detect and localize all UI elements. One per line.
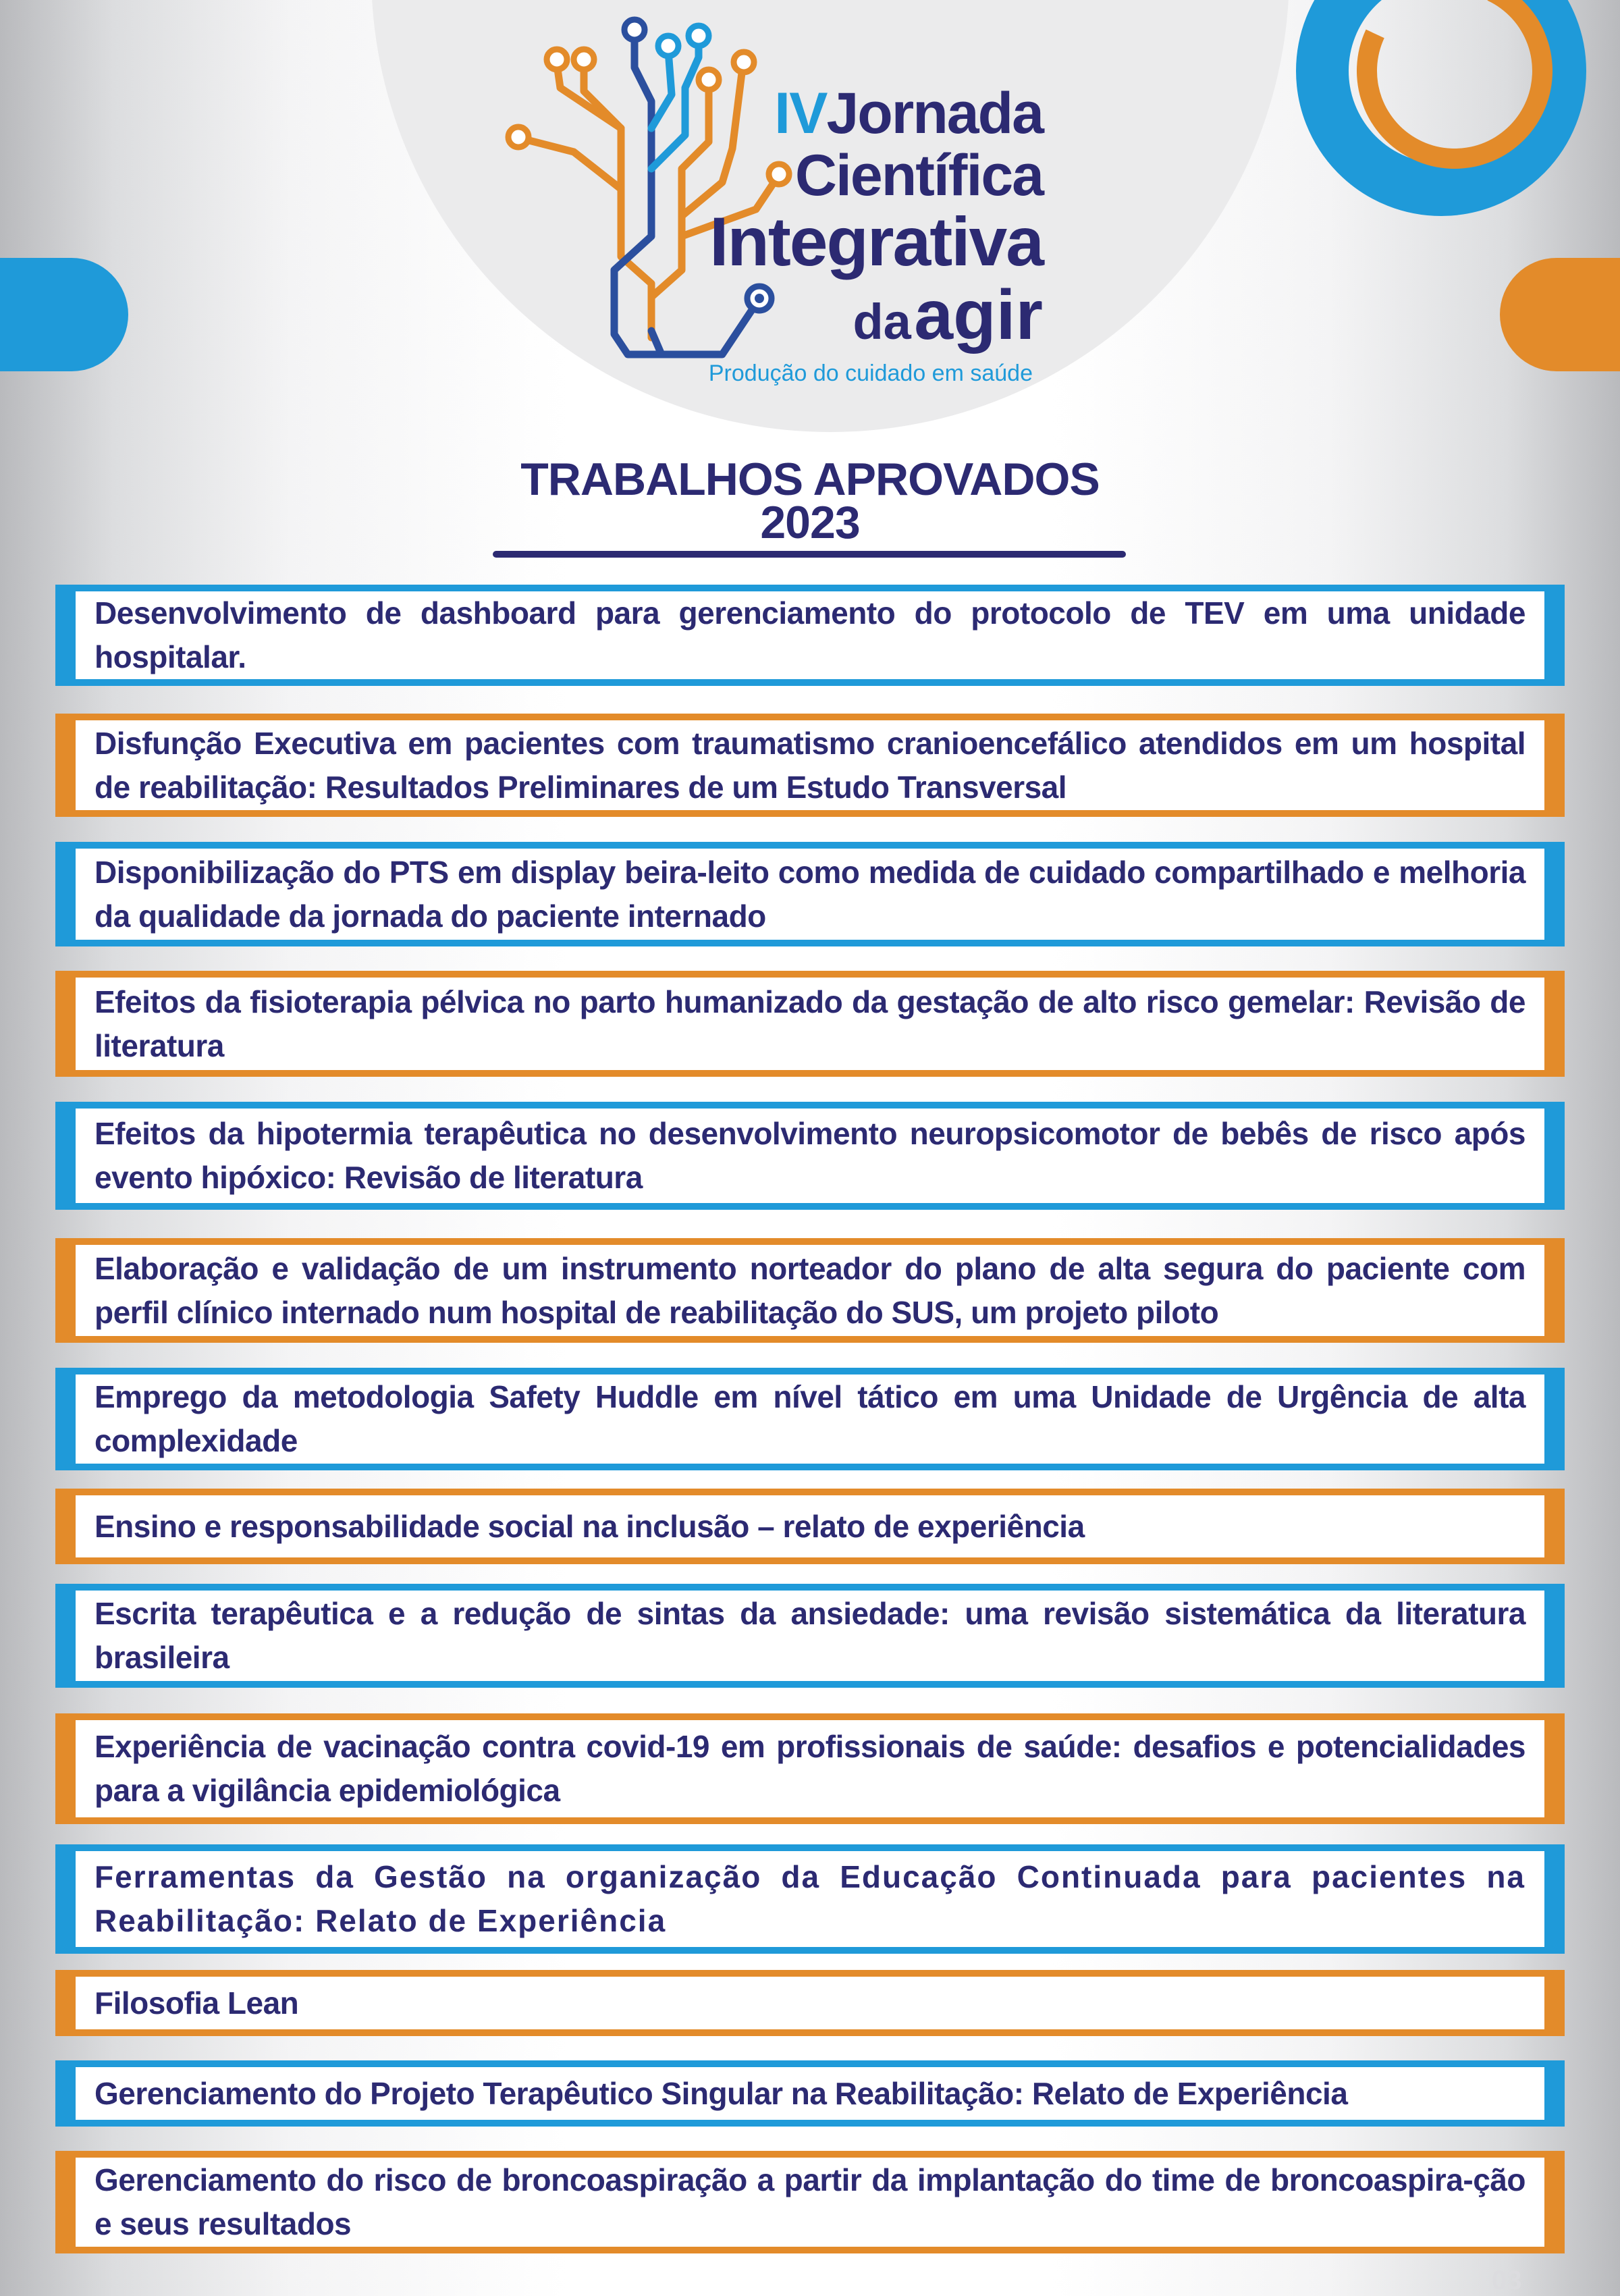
approved-work-title: Gerenciamento do risco de broncoaspiração a partir da implantação do time de broncoaspira-ção e seus resultados <box>94 2162 1526 2241</box>
approved-work-item <box>55 2060 1565 2127</box>
approved-work-title: Filosofia Lean <box>94 1985 299 2021</box>
decorative-blue-pill <box>0 258 128 371</box>
approved-work-item <box>55 842 1565 946</box>
approved-work-item <box>55 1713 1565 1824</box>
logo-word-integrativa: Integrativa <box>709 203 1043 280</box>
event-logo-title <box>675 81 1043 354</box>
logo-line-da-agir <box>675 276 1043 354</box>
decorative-orange-pill <box>1500 258 1620 371</box>
approved-work-item <box>55 585 1565 686</box>
approved-work-title: Ensino e responsabilidade social na inclusão – relato de experiência <box>94 1508 1085 1544</box>
approved-work-item <box>55 1844 1565 1954</box>
approved-work-title: Desenvolvimento de dashboard para gerenciamento do protocolo de TEV em uma unidade hospitalar. <box>94 595 1526 674</box>
approved-work-item <box>55 714 1565 817</box>
title-underline <box>493 551 1126 558</box>
logo-roman-numeral: IV <box>774 81 827 146</box>
logo-word-cientifica: Científica <box>794 143 1043 208</box>
logo-word-da: da <box>853 294 911 350</box>
approved-work-title: Experiência de vacinação contra covid-19 em profissionais de saúde: desafios e potencialidades para a vigilância epidemiológica <box>94 1729 1526 1808</box>
logo-tagline: Produção do cuidado em saúde <box>708 361 1033 386</box>
page-title-year: 2023 <box>760 497 860 548</box>
approved-work-item <box>55 1970 1565 2036</box>
approved-work-item <box>55 1102 1565 1210</box>
logo-word-agir: agir <box>914 276 1043 354</box>
approved-work-title: Ferramentas da Gestão na organização da Educação Continuada para pacientes na Reabilitação: Relato de Experiência <box>94 1859 1526 1938</box>
approved-work-item <box>55 1584 1565 1688</box>
approved-work-title: Disfunção Executiva em pacientes com traumatismo cranioencefálico atendidos em um hospital de reabilitação: Resultados Preliminares de um Estudo Transversal <box>94 725 1526 805</box>
approved-work-title: Disponibilização do PTS em display beira-leito como medida de cuidado compartilhado e melhoria da qualidade da jornada do paciente internado <box>94 854 1526 934</box>
approved-work-item <box>55 971 1565 1077</box>
approved-work-item <box>55 1489 1565 1564</box>
approved-work-title: Escrita terapêutica e a redução de sintas da ansiedade: uma revisão sistemática da literatura brasileira <box>94 1596 1526 1675</box>
approved-work-item <box>55 2151 1565 2253</box>
approved-work-title: Emprego da metodologia Safety Huddle em nível tático em uma Unidade de Urgência de alta complexidade <box>94 1379 1526 1458</box>
approved-work-title: Elaboração e validação de um instrumento norteador do plano de alta segura do paciente com perfil clínico internado num hospital de reabilitação do SUS, um projeto piloto <box>94 1250 1526 1330</box>
page-number: 03 <box>1492 2266 1522 2295</box>
approved-work-item <box>55 1368 1565 1470</box>
logo-word-jornada: Jornada <box>826 81 1043 146</box>
approved-work-title: Gerenciamento do Projeto Terapêutico Singular na Reabilitação: Relato de Experiência <box>94 2075 1348 2111</box>
approved-work-title: Efeitos da fisioterapia pélvica no parto humanizado da gestação de alto risco gemelar: Revisão de literatura <box>94 984 1526 1063</box>
page-title: TRABALHOS APROVADOS <box>520 454 1100 505</box>
approved-work-title: Efeitos da hipotermia terapêutica no desenvolvimento neuropsicomotor de bebês de risco após evento hipóxico: Revisão de literatura <box>94 1116 1526 1195</box>
logo-line-jornada <box>675 81 1043 146</box>
approved-work-item <box>55 1238 1565 1343</box>
